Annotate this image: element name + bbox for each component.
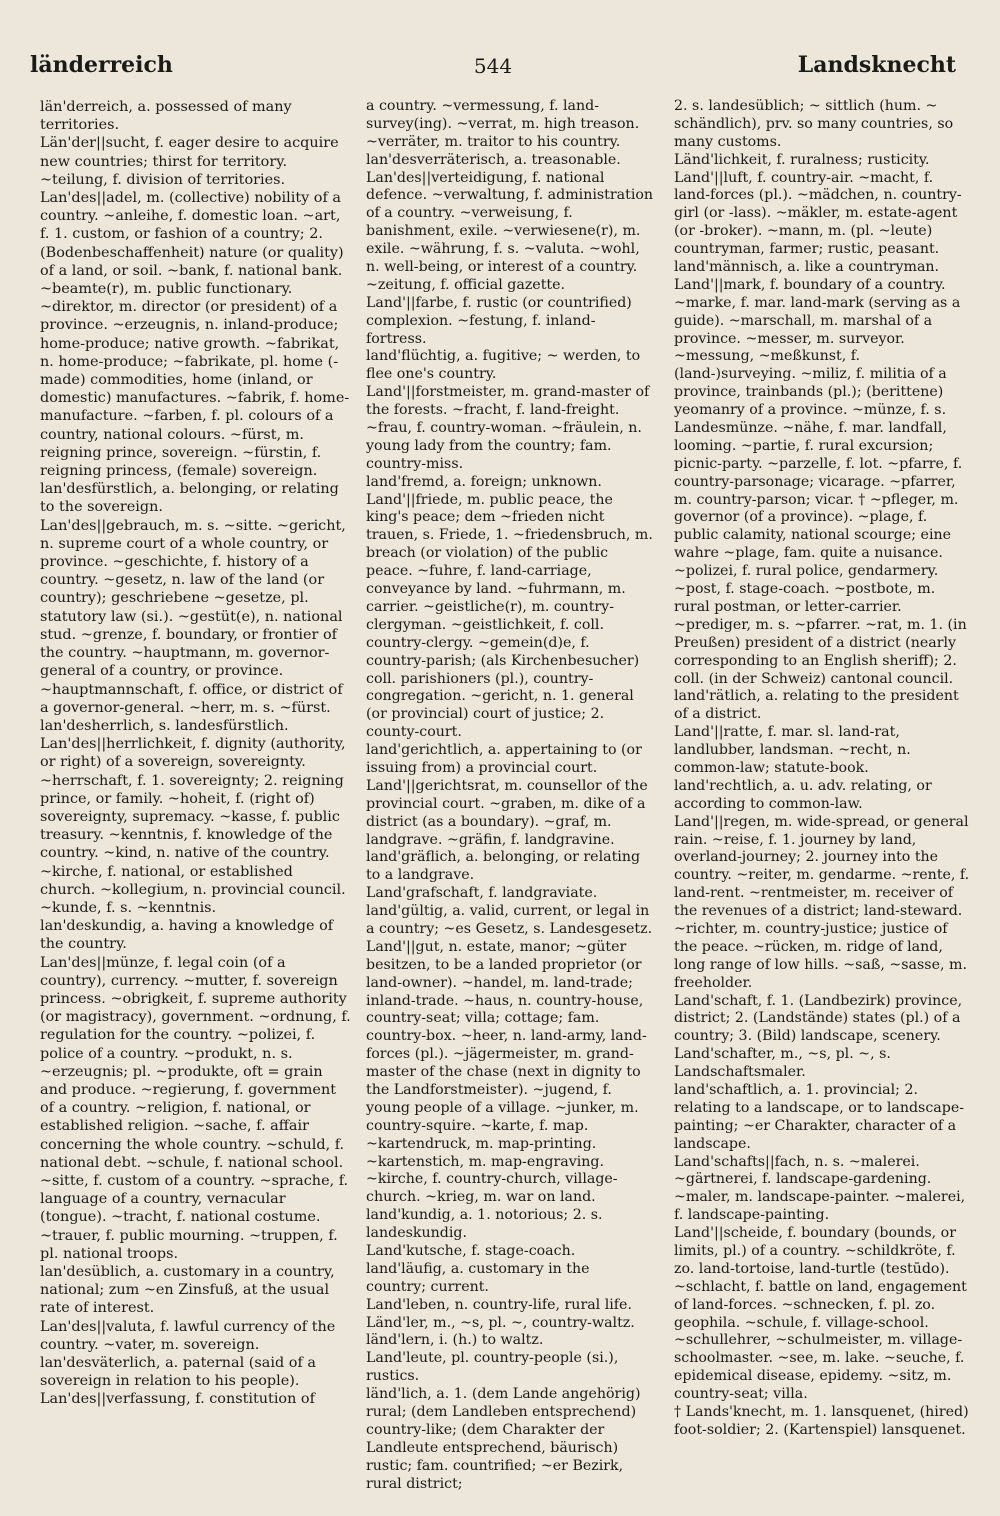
dictionary-entry: land'rätlich, a. relating to the president of a district.	[674, 688, 959, 723]
dictionary-entry: Land'grafschaft, f. landgraviate.	[366, 885, 598, 902]
dictionary-entry: Land'kutsche, f. stage-coach.	[366, 1243, 576, 1259]
dictionary-entry: länd'lern, i. (h.) to waltz.	[366, 1332, 544, 1349]
dictionary-entry: land'fremd, a. foreign; unknown.	[366, 473, 602, 490]
dictionary-entry: Lan'des||verfassung, f. constitution of	[40, 1391, 315, 1408]
dictionary-entry: lan'desverräterisch, a. treasonable.	[366, 151, 621, 168]
dictionary-entry: Land'leben, n. country-life, rural life.	[366, 1296, 632, 1313]
dictionary-entry: Land'||friede, m. public peace, the king's peace; dem ~frieden nicht trauen, s. Friede, 1. ~friedensbruch, m. breach (or violation) of the public peace. ~fuhre, f. land-carriage, conveyance by land. ~fuhrmann, m. carrier. ~geistliche(r), m. country-clergyman. ~geistlichkeit, f. coll. country-clergy. ~gemein(d)e, f. country-parish; (als Kirchenbesucher) coll. parishioners (pl.), country-congregation. ~gericht, n. 1. general (or provincial) court of justice; 2. county-court.	[366, 491, 653, 741]
dictionary-entry: 2. s. landesüblich; ~ sittlich (hum. ~ schändlich), prv. so many countries, so many customs.	[674, 98, 954, 150]
dictionary-entry: Land'||regen, m. wide-spread, or general rain. ~reise, f. 1. journey by land, overland-journey; 2. journey into the country. ~reiter, m. gendarme. ~rente, f. land-rent. ~rentmeister, m. receiver of the revenues of a district; land-steward. ~richter, m. country-justice; justice of the peace. ~rücken, m. ridge of land, long range of low hills. ~saß, ~sasse, m. freeholder.	[674, 813, 970, 991]
dictionary-entry: a country. ~vermessung, f. land-survey(ing). ~verrat, m. high treason. ~verräter, m. traitor to his country.	[366, 98, 640, 150]
dictionary-entry: lan'deskundig, a. having a knowledge of the country.	[40, 918, 334, 953]
dictionary-entry: land'rechtlich, a. u. adv. relating, or according to common-law.	[674, 777, 932, 812]
dictionary-entry: † Lands'knecht, m. 1. lansquenet, (hired) foot-soldier; 2. (Kartenspiel) lansquenet.	[674, 1404, 969, 1438]
running-header	[30, 48, 956, 84]
dictionary-entry: land'kundig, a. 1. notorious; 2. s. landeskundig.	[366, 1207, 603, 1242]
dictionary-entry: land'gräflich, a. belonging, or relating to a landgrave.	[366, 849, 641, 884]
dictionary-entry: Land'||scheide, f. boundary (bounds, or limits, pl.) of a country. ~schildkröte, f. zo. land-tortoise, land-turtle (testūdo). ~schlacht, f. battle on land, engagement of land-forces. ~schnecken, f. pl. zo. geophila. ~schule, f. village-school. ~schullehrer, ~schulmeister, m. village-schoolmaster. ~see, m. lake. ~seuche, f. epidemical disease, epidemy. ~sitz, m. country-seat; villa.	[674, 1225, 967, 1403]
dictionary-entry: Lan'des||adel, m. (collective) nobility of a country. ~anleihe, f. domestic loan. ~art, f. 1. custom, or fashion of a country; 2. (Bodenbeschaffenheit) nature (or quality) of a land, or soil. ~bank, f. national bank. ~beamte(r), m. public functionary. ~direktor, m. director (or president) of a province. ~erzeugnis, n. inland-produce; home-produce; native growth. ~fabrikat, n. home-produce; ~fabrikate, pl. home (-made) commodities, home (inland, or domestic) manufactures. ~fabrik, f. home-manufacture. ~farben, f. pl. colours of a country, national colours. ~fürst, m. reigning prince, sovereign. ~fürstin, f. reigning princess, (female) sovereign.	[40, 190, 350, 480]
column-middle	[366, 98, 654, 1493]
dictionary-entry: Lan'des||herrlichkeit, f. dignity (authority, or right) of a sovereign, sovereignty. ~herrschaft, f. 1. sovereignty; 2. reigning prince, or family. ~hoheit, f. (right of) sovereignty, supremacy. ~kasse, f. public treasury. ~kenntnis, f. knowledge of the country. ~kind, n. native of the country. ~kirche, f. national, or established church. ~kollegium, n. provincial council. ~kunde, f. s. ~kenntnis.	[40, 736, 346, 916]
dictionary-entry: lan'desväterlich, a. paternal (said of a sovereign in relation to his people).	[40, 1355, 316, 1390]
dictionary-entry: Lan'des||münze, f. legal coin (of a country), currency. ~mutter, f. sovereign princess. ~obrigkeit, f. supreme authority (or magistracy), government. ~ordnung, f. regulation for the country. ~polizei, f. police of a country. ~produkt, n. s. ~erzeugnis; pl. ~produkte, oft = grain and produce. ~regierung, f. government of a country. ~religion, f. national, or established religion. ~sache, f. affair concerning the whole country. ~schuld, f. national debt. ~schule, f. national school. ~sitte, f. custom of a country. ~sprache, f. language of a country, vernacular (tongue). ~tracht, f. national costume. ~trauer, f. public mourning. ~truppen, f. pl. national troops.	[40, 954, 351, 1262]
dictionary-entry: Länd'ler, m., ~s, pl. ~, country-waltz.	[366, 1314, 635, 1331]
dictionary-entry: Land'schafter, m., ~s, pl. ~, s. Landschaftsmaler.	[674, 1046, 891, 1081]
dictionary-entry: Land'||gerichtsrat, m. counsellor of the provincial court. ~graben, m. dike of a district (as a boundary). ~graf, m. landgrave. ~gräfin, f. landgravine.	[366, 777, 648, 848]
column-right	[674, 98, 970, 1440]
dictionary-entry: län'derreich, a. possessed of many territories.	[40, 99, 292, 134]
header-left-catchword: länderreich	[30, 52, 173, 78]
dictionary-entry: Land'||gut, n. estate, manor; ~güter besitzen, to be a landed proprietor (or land-owner). ~handel, m. land-trade; inland-trade. ~haus, n. country-house, country-seat; villa; cottage; fam. country-box. ~heer, n. land-army, land-forces (pl.). ~jägermeister, m. grand-master of the chase (next in dignity to the Landforstmeister). ~jugend, f. young people of a village. ~junker, m. country-squire. ~karte, f. map. ~kartendruck, m. map-printing. ~kartenstich, m. map-engraving. ~kirche, f. country-church, village-church. ~krieg, m. war on land.	[366, 938, 647, 1206]
dictionary-entry: Land'||mark, f. boundary of a country. ~marke, f. mar. land-mark (serving as a guide). ~marschall, m. marshal of a province. ~messer, m. surveyor. ~messung, ~meßkunst, f. (land-)surveying. ~miliz, f. militia of a province, trainbands (pl.); (berittene) yeomanry of a province. ~münze, f. s. Landesmünze. ~nähe, f. mar. landfall, looming. ~partie, f. rural excursion; picnic-party. ~parzelle, f. lot. ~pfarre, f. country-parsonage; vicarage. ~pfarrer, m. country-parson; vicar. † ~pfleger, m. governor (of a province). ~plage, f. public calamity, national scourge; eine wahre ~plage, fam. quite a nuisance. ~polizei, f. rural police, gendarmery. ~post, f. stage-coach. ~postbote, m. rural postman, or letter-carrier. ~prediger, m. s. ~pfarrer. ~rat, m. 1. (in Preußen) president of a district (nearly corresponding to an English sheriff); 2. coll. (in der Schweiz) cantonal council.	[674, 276, 967, 687]
dictionary-entry: Land'||farbe, f. rustic (or countrified) complexion. ~festung, f. inland-fortress.	[366, 294, 632, 347]
dictionary-entry: Lan'des||gebrauch, m. s. ~sitte. ~gericht, n. supreme court of a whole country, or province. ~geschichte, f. history of a country. ~gesetz, n. law of the land (or country); geschriebene ~gesetze, pl. statutory law (si.). ~gestüt(e), n. national stud. ~grenze, f. boundary, or frontier of the country. ~hauptmann, m. governor-general of a country, or province. ~hauptmannschaft, f. office, or district of a governor-general. ~herr, m. s. ~fürst.	[40, 517, 346, 716]
dictionary-entry: lan'desüblich, a. customary in a country, national; zum ~en Zinsfuß, at the usual rate of interest.	[40, 1264, 335, 1317]
header-right-catchword: Landsknecht	[797, 52, 956, 78]
dictionary-entry: länd'lich, a. 1. (dem Lande angehörig) rural; (dem Landleben entsprechend) country-like; (dem Charakter der Landleute entsprechend, bäurisch) rustic; fam. countrified; ~er Bezirk, rural district;	[366, 1386, 641, 1492]
dictionary-entry: land'gültig, a. valid, current, or legal in a country; ~es Gesetz, s. Landesgesetz.	[366, 903, 653, 937]
column-left	[40, 98, 352, 1409]
dictionary-entry: Land'leute, pl. country-people (si.), rustics.	[366, 1350, 619, 1385]
dictionary-entry: Land'schafts||fach, n. s. ~malerei. ~gärtnerei, f. landscape-gardening. ~maler, m. landscape-painter. ~malerei, f. landscape-painting.	[674, 1153, 966, 1224]
dictionary-entry: Land'||ratte, f. mar. sl. land-rat, landlubber, landsman. ~recht, n. common-law; statute-book.	[674, 724, 911, 776]
dictionary-entry: land'männisch, a. like a countryman.	[674, 259, 940, 276]
dictionary-entry: land'gerichtlich, a. appertaining to (or issuing from) a provincial court.	[366, 742, 642, 776]
dictionary-entry: Land'||luft, f. country-air. ~macht, f. land-forces (pl.). ~mädchen, n. country-girl (or -lass). ~mäkler, m. estate-agent (or -broker). ~mann, m. (pl. ~leute) countryman, farmer; rustic, peasant.	[674, 169, 962, 258]
dictionary-entry: land'flüchtig, a. fugitive; ~ werden, to flee one's country.	[366, 348, 641, 383]
dictionary-entry: Land'schaft, f. 1. (Landbezirk) province, district; 2. (Landstände) states (pl.) of a country; 3. (Bild) landscape, scenery.	[674, 992, 963, 1045]
page-number: 544	[473, 54, 513, 78]
dictionary-entry: Lan'des||verteidigung, f. national defence. ~verwaltung, f. administration of a country. ~verweisung, f. banishment, exile. ~verwiesene(r), m. exile. ~währung, f. s. ~valuta. ~wohl, n. well-being, or interest of a country. ~zeitung, f. official gazette.	[366, 169, 654, 293]
dictionary-entry: lan'desherrlich, s. landesfürstlich.	[40, 717, 289, 734]
dictionary-entry: Land'||forstmeister, m. grand-master of the forests. ~fracht, f. land-freight. ~frau, f. country-woman. ~fräulein, n. young lady from the country; fam. country-miss.	[366, 384, 650, 472]
dictionary-entry: Län'der||sucht, f. eager desire to acquire new countries; thirst for territory. ~teilung, f. division of territories.	[40, 135, 339, 188]
dictionary-entry: Lan'des||valuta, f. lawful currency of the country. ~vater, m. sovereign.	[40, 1318, 336, 1353]
dictionary-entry: lan'desfürstlich, a. belonging, or relating to the sovereign.	[40, 481, 339, 516]
dictionary-entry: land'läufig, a. customary in the country; current.	[366, 1260, 590, 1295]
dictionary-entry: Länd'lichkeit, f. ruralness; rusticity.	[674, 151, 930, 168]
dictionary-entry: land'schaftlich, a. 1. provincial; 2. relating to a landscape, or to landscape-painting; ~er Charakter, character of a landscape.	[674, 1081, 965, 1152]
